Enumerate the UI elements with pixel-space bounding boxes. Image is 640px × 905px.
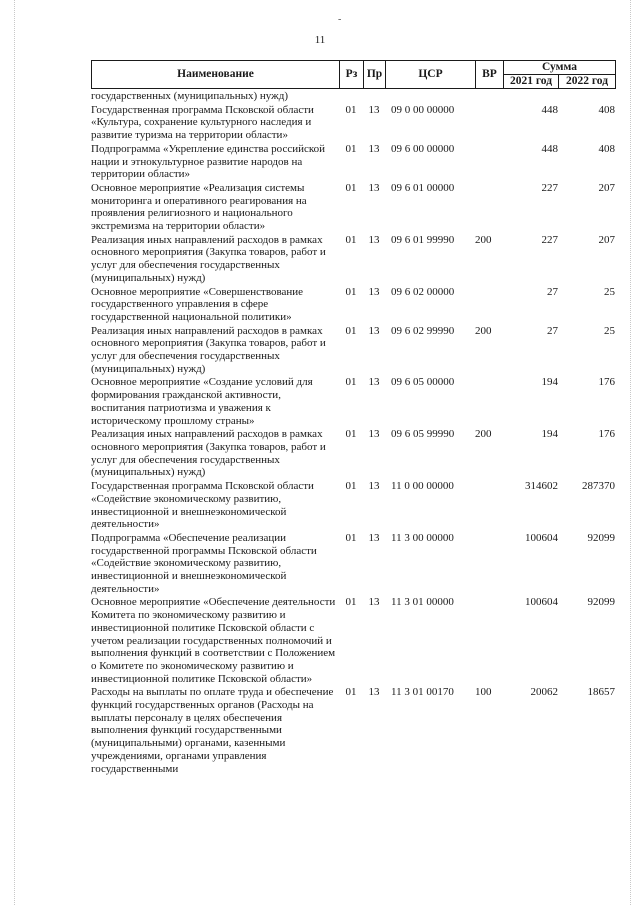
- cell-name: Расходы на выплаты по оплате труда и обеспечение функций государственных органов (Расходы на выплаты персоналу в целях обеспечения выполнения функций государственными (муниципальными) органами, казенными учреждениями, органами управления государственными: [91, 686, 334, 775]
- table-row: [91, 428, 615, 479]
- scan-edge-right: [630, 0, 631, 905]
- cell-name: Основное мероприятие «Создание условий для формирования гражданской активности, воспитания патриотизма и уважения к историческому прошлому страны»: [91, 376, 313, 427]
- cell-pr: 13: [368, 181, 380, 194]
- cell-rz: 01: [345, 376, 357, 389]
- table-row: [91, 90, 615, 103]
- cell-name: Подпрограмма «Обеспечение реализации государственной программы Псковской области «Содействие экономическому развитию, инвестиционной и внешнеэкономической деятельности»: [91, 531, 317, 595]
- cell-pr: 13: [368, 686, 380, 699]
- cell-pr: 13: [368, 285, 380, 298]
- budget-table-body: [91, 90, 615, 776]
- cell-2022: 207: [598, 181, 615, 194]
- cell-2021: 27: [547, 324, 558, 337]
- header-year-2021: 2021 год: [504, 75, 559, 89]
- table-row: [91, 480, 615, 531]
- cell-csr: 09 6 05 99990: [391, 428, 455, 441]
- page-number: 11: [314, 34, 326, 46]
- table-row: [91, 376, 615, 427]
- table-row: [91, 234, 615, 285]
- cell-pr: 13: [368, 103, 380, 116]
- cell-csr: 09 0 00 00000: [391, 103, 455, 116]
- cell-rz: 01: [345, 103, 357, 116]
- cell-rz: 01: [345, 531, 357, 544]
- cell-2021: 20062: [530, 686, 558, 699]
- cell-csr: 09 6 02 00000: [391, 285, 455, 298]
- table-row: [91, 596, 615, 685]
- cell-rz: 01: [345, 181, 357, 194]
- cell-2022: 408: [598, 103, 615, 116]
- cell-csr: 11 0 00 00000: [391, 480, 454, 493]
- cell-pr: 13: [368, 233, 380, 246]
- cell-2021: 227: [541, 233, 558, 246]
- table-header: [91, 60, 616, 89]
- cell-2022: 207: [598, 233, 615, 246]
- cell-vr: 200: [475, 428, 492, 441]
- cell-rz: 01: [345, 480, 357, 493]
- cell-2022: 176: [598, 376, 615, 389]
- cell-rz: 01: [345, 142, 357, 155]
- header-csr: ЦСР: [386, 61, 476, 89]
- cell-rz: 01: [345, 233, 357, 246]
- cell-rz: 01: [345, 324, 357, 337]
- cell-2022: 25: [604, 285, 615, 298]
- cell-name: Государственная программа Псковской области «Содействие экономическому развитию, инвестиционной и внешнеэкономической деятельности»: [91, 480, 314, 531]
- table-row: [91, 286, 615, 324]
- cell-rz: 01: [345, 596, 357, 609]
- cell-pr: 13: [368, 596, 380, 609]
- header-pr: Пр: [364, 61, 386, 89]
- table-row: [91, 104, 615, 142]
- cell-name: Реализация иных направлений расходов в рамках основного мероприятия (Закупка товаров, работ и услуг для обеспечения государственных (муниципальных) нужд): [91, 428, 326, 479]
- cell-pr: 13: [368, 428, 380, 441]
- header-sum: Сумма: [504, 61, 616, 75]
- cell-name: Основное мероприятие «Совершенствование государственного управления в сфере государственной национальной политики»: [91, 285, 304, 323]
- cell-csr: 09 6 01 99990: [391, 233, 455, 246]
- header-rz: Рз: [340, 61, 364, 89]
- cell-2022: 92099: [587, 531, 615, 544]
- table-row: [91, 686, 615, 775]
- cell-2021: 227: [541, 181, 558, 194]
- cell-vr: 200: [475, 233, 492, 246]
- header-vr: ВР: [476, 61, 504, 89]
- cell-name: Основное мероприятие «Обеспечение деятельности Комитета по экономическому развитию и инвестиционной политике Псковской области с учетом реализации государственных полномочий и выполнения функций в соответствии с Положением о Комитете по экономическому развитию и инвестиционной политике Псковской области»: [91, 596, 336, 685]
- table-row: [91, 182, 615, 233]
- cell-name: Реализация иных направлений расходов в рамках основного мероприятия (Закупка товаров, работ и услуг для обеспечения государственных (муниципальных) нужд): [91, 324, 326, 375]
- cell-csr: 09 6 00 00000: [391, 142, 455, 155]
- scan-edge-left: [14, 0, 15, 905]
- cell-pr: 13: [368, 480, 380, 493]
- cell-2022: 18657: [587, 686, 615, 699]
- cell-2021: 27: [547, 285, 558, 298]
- cell-2021: 448: [541, 103, 558, 116]
- cell-rz: 01: [345, 285, 357, 298]
- cell-pr: 13: [368, 324, 380, 337]
- cell-2021: 314602: [525, 480, 558, 493]
- cell-vr: 200: [475, 324, 492, 337]
- scan-mark: -: [338, 14, 342, 25]
- cell-2022: 92099: [587, 596, 615, 609]
- cell-2021: 194: [541, 428, 558, 441]
- header-year-2022: 2022 год: [559, 75, 616, 89]
- cell-vr: 100: [475, 686, 492, 699]
- cell-2021: 448: [541, 142, 558, 155]
- cell-2021: 194: [541, 376, 558, 389]
- cell-csr: 09 6 02 99990: [391, 324, 455, 337]
- cell-csr: 09 6 05 00000: [391, 376, 455, 389]
- cell-name: Основное мероприятие «Реализация системы мониторинга и оперативного реагирования на проявления религиозного и национального экстремизма на территории области»: [91, 181, 307, 233]
- cell-csr: 11 3 01 00000: [391, 596, 454, 609]
- header-name: Наименование: [92, 61, 340, 89]
- cell-2022: 408: [598, 142, 615, 155]
- cell-2022: 176: [598, 428, 615, 441]
- cell-2022: 25: [604, 324, 615, 337]
- cell-2021: 100604: [525, 531, 558, 544]
- table-row: [91, 325, 615, 376]
- cell-rz: 01: [345, 686, 357, 699]
- cell-pr: 13: [368, 376, 380, 389]
- cell-pr: 13: [368, 142, 380, 155]
- cell-csr: 11 3 00 00000: [391, 531, 454, 544]
- cell-name: государственных (муниципальных) нужд): [91, 90, 288, 102]
- table-row: [91, 532, 615, 596]
- cell-name: Реализация иных направлений расходов в рамках основного мероприятия (Закупка товаров, работ и услуг для обеспечения государственных (муниципальных) нужд): [91, 233, 326, 284]
- cell-2021: 100604: [525, 596, 558, 609]
- cell-pr: 13: [368, 531, 380, 544]
- cell-csr: 11 3 01 00170: [391, 686, 454, 699]
- cell-name: Государственная программа Псковской области «Культура, сохранение культурного наследия и развитие туризма на территории области»: [91, 103, 314, 142]
- cell-rz: 01: [345, 428, 357, 441]
- cell-2022: 287370: [582, 480, 615, 493]
- table-row: [91, 143, 615, 181]
- cell-name: Подпрограмма «Укрепление единства российской нации и этнокультурное развитие народов на территории области»: [91, 142, 326, 181]
- cell-csr: 09 6 01 00000: [391, 181, 455, 194]
